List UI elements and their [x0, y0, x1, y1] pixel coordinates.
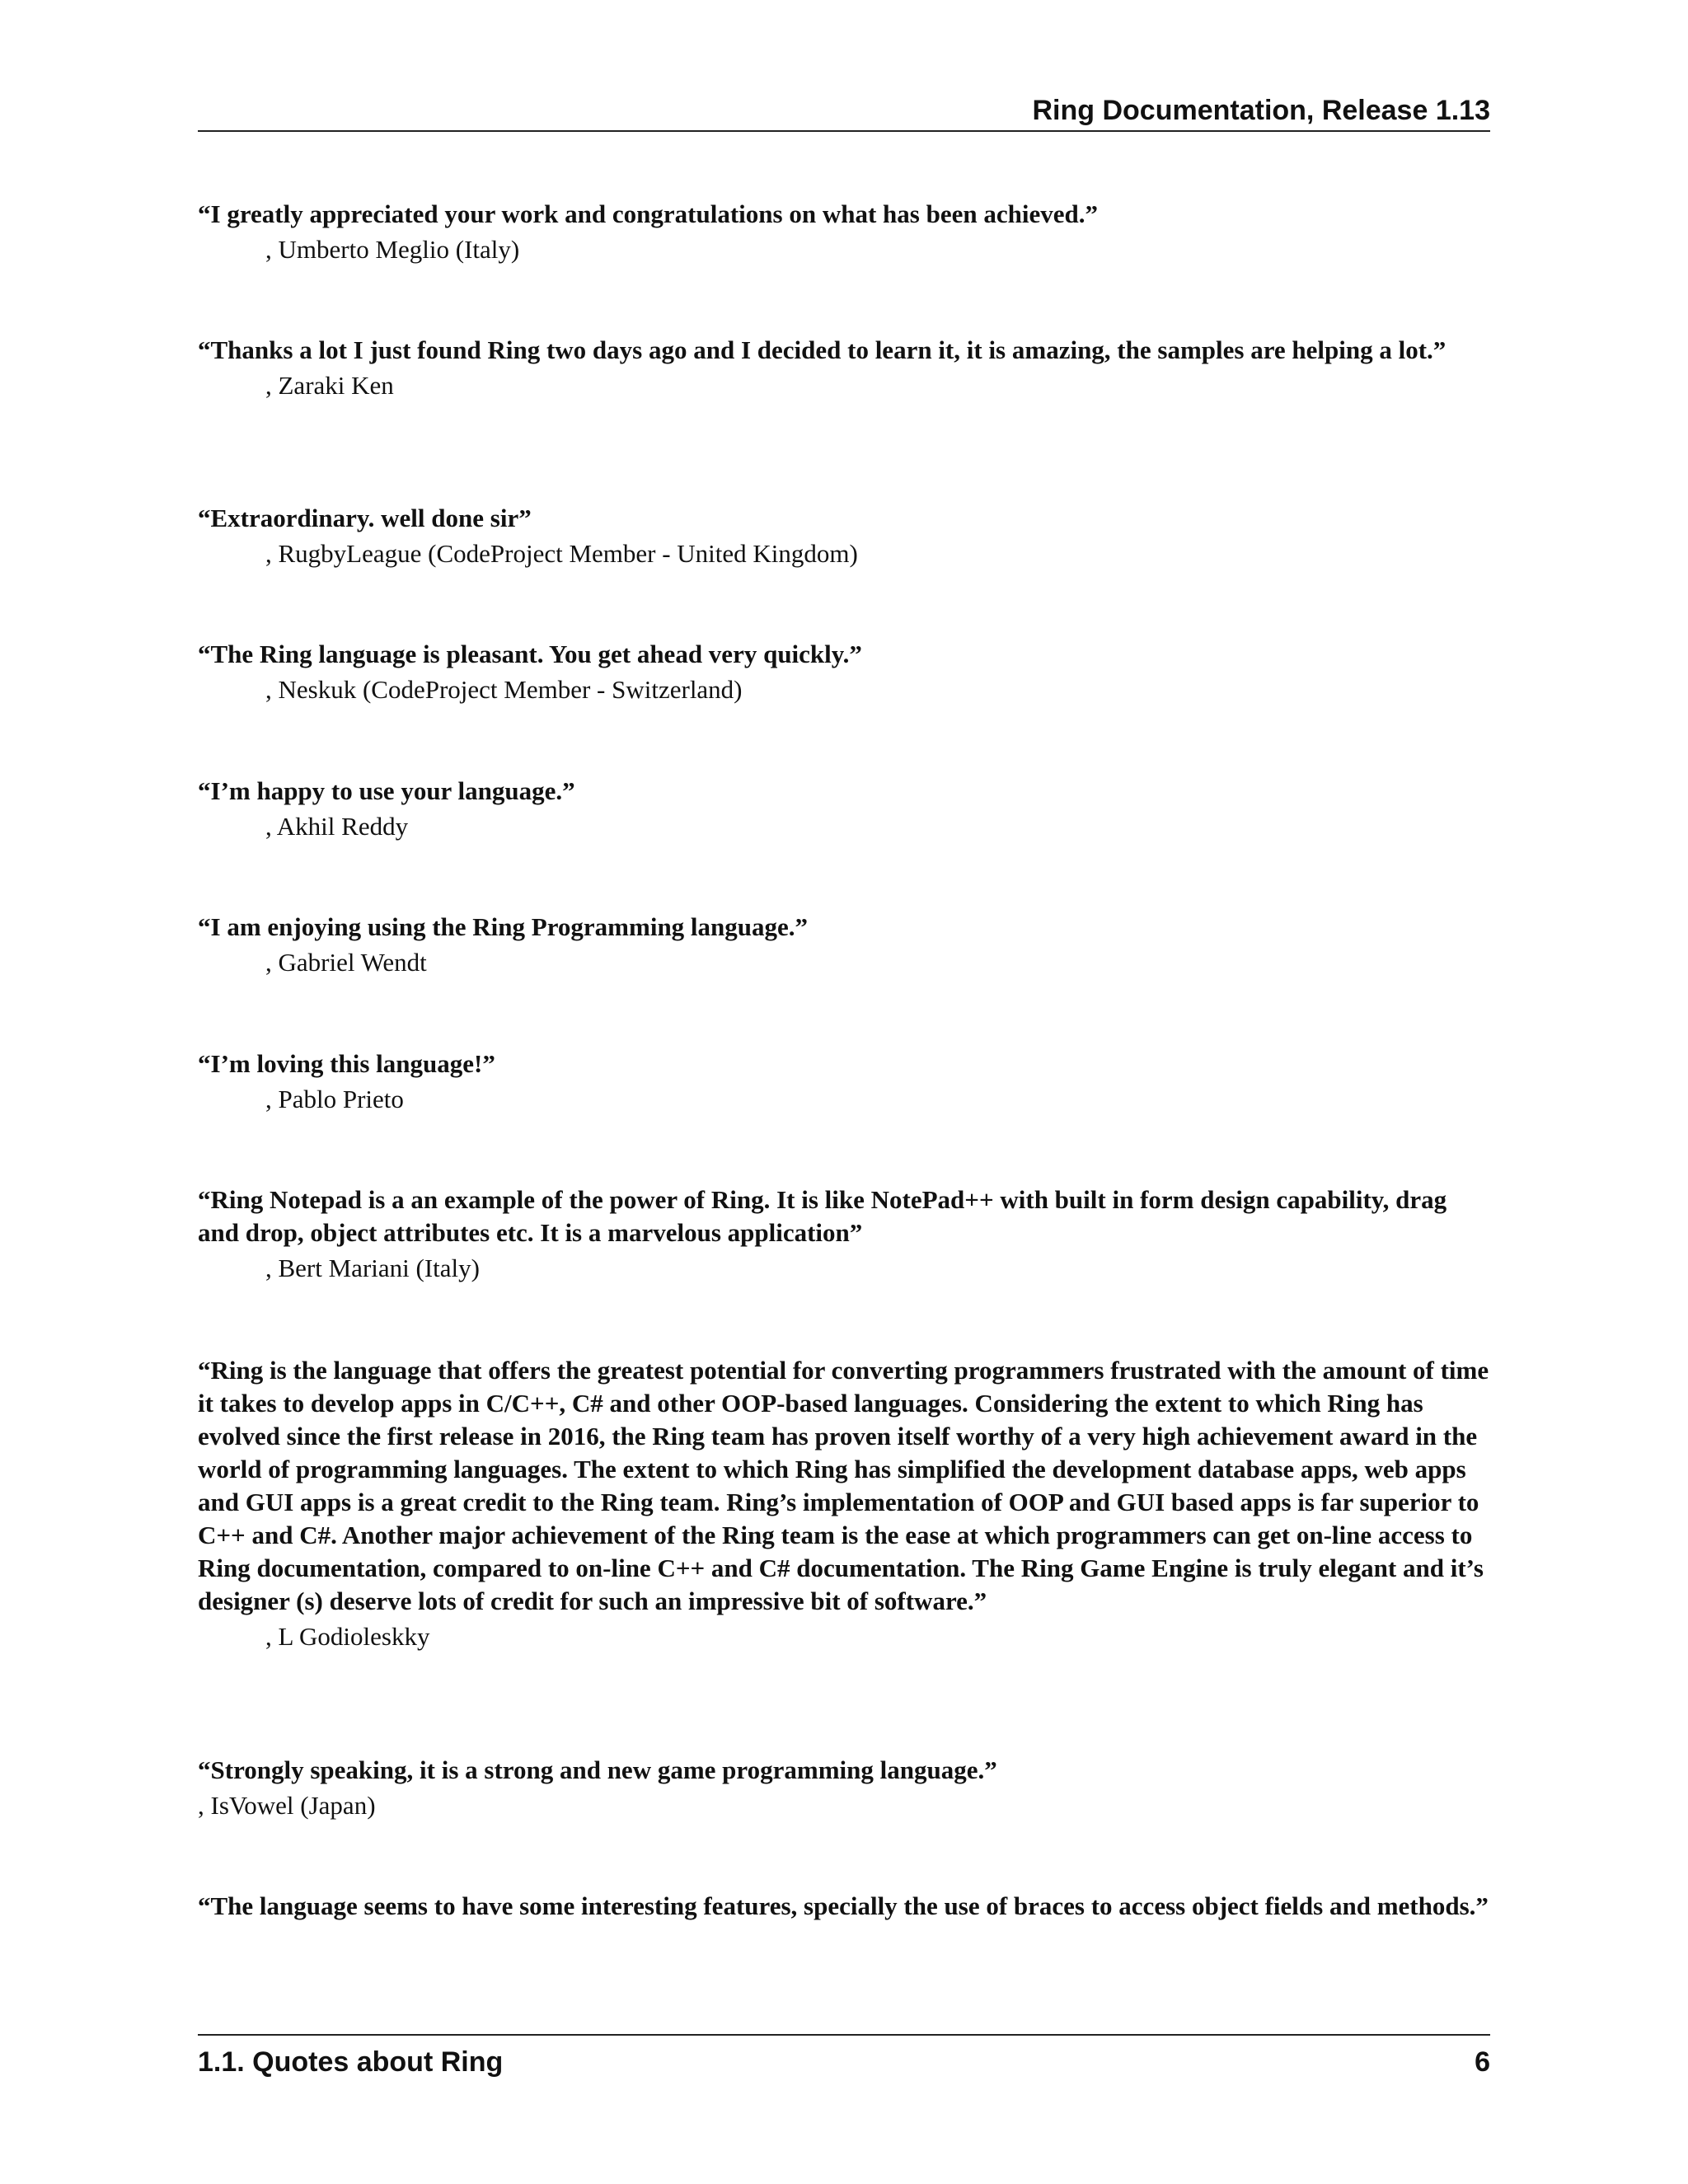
quote-attribution: , Pablo Prieto	[265, 1085, 404, 1113]
quote-attribution: , IsVowel (Japan)	[198, 1791, 376, 1820]
quote-attribution: , Akhil Reddy	[265, 812, 409, 841]
quote-attribution: , Neskuk (CodeProject Member - Switzerland)	[265, 675, 743, 704]
quote-text: “I’m loving this language!”	[198, 1049, 495, 1078]
running-header: Ring Documentation, Release 1.13	[1032, 95, 1490, 126]
quote-text: “Ring is the language that offers the greatest potential for converting programmers frustrated with the amount of time it takes to develop apps in C/C++, C# and other OOP-based languages. Considering the extent to which Ring has evolved since the first release in 2016, the Ring team has proven itself worthy of a very high achievement award in the world of programming languages. The extent to which Ring has simplified the development database apps, web apps and GUI apps is a great credit to the Ring team. Ring’s implementation of OOP and GUI based apps is far superior to C++ and C#. Another major achievement of the Ring team is the ease at which programmers can get on-line access to Ring documentation, compared to on-line C++ and C# documentation. The Ring Game Engine is truly elegant and it’s designer (s) deserve lots of credit for such an impressive bit of software.”	[198, 1356, 1489, 1615]
quote-text: “Thanks a lot I just found Ring two days ago and I decided to learn it, it is amazing, the samples are helping a lot.”	[198, 335, 1447, 364]
quote-block	[198, 911, 1490, 982]
quote-attribution: , RugbyLeague (CodeProject Member - United Kingdom)	[265, 539, 858, 568]
quote-block	[198, 1183, 1490, 1287]
quote-text: “The Ring language is pleasant. You get ahead very quickly.”	[198, 640, 862, 668]
quote-text: “I greatly appreciated your work and congratulations on what has been achieved.”	[198, 199, 1098, 228]
quote-block	[198, 334, 1490, 405]
quote-block	[198, 502, 1490, 573]
quote-block	[198, 638, 1490, 709]
quote-attribution: , Umberto Meglio (Italy)	[265, 235, 520, 264]
footer-section-title: 1.1. Quotes about Ring	[198, 2046, 504, 2078]
quote-attribution: , L Godioleskky	[265, 1622, 430, 1651]
quote-block	[198, 198, 1490, 269]
quote-text: “The language seems to have some interesting features, specially the use of braces to access object fields and methods.”	[198, 1891, 1489, 1920]
quote-text: “I am enjoying using the Ring Programming language.”	[198, 912, 809, 941]
quote-block	[198, 1047, 1490, 1118]
quote-text: “Ring Notepad is a an example of the power of Ring. It is like NotePad++ with built in form design capability, drag and drop, object attributes etc. It is a marvelous application”	[198, 1185, 1447, 1247]
quote-block	[198, 1890, 1490, 1923]
quote-text: “I’m happy to use your language.”	[198, 776, 575, 805]
quote-text: “Extraordinary. well done sir”	[198, 504, 532, 532]
quote-block	[198, 775, 1490, 846]
header-rule	[198, 130, 1490, 132]
page-number: 6	[1475, 2046, 1490, 2078]
quote-block	[198, 1354, 1490, 1656]
footer-rule	[198, 2034, 1490, 2036]
running-footer	[198, 2042, 1490, 2082]
quote-attribution: , Gabriel Wendt	[265, 948, 427, 977]
quote-attribution: , Bert Mariani (Italy)	[265, 1254, 480, 1282]
quote-text: “Strongly speaking, it is a strong and new game programming language.”	[198, 1755, 997, 1784]
quote-block	[198, 1754, 1490, 1825]
quote-attribution: , Zaraki Ken	[265, 371, 394, 400]
